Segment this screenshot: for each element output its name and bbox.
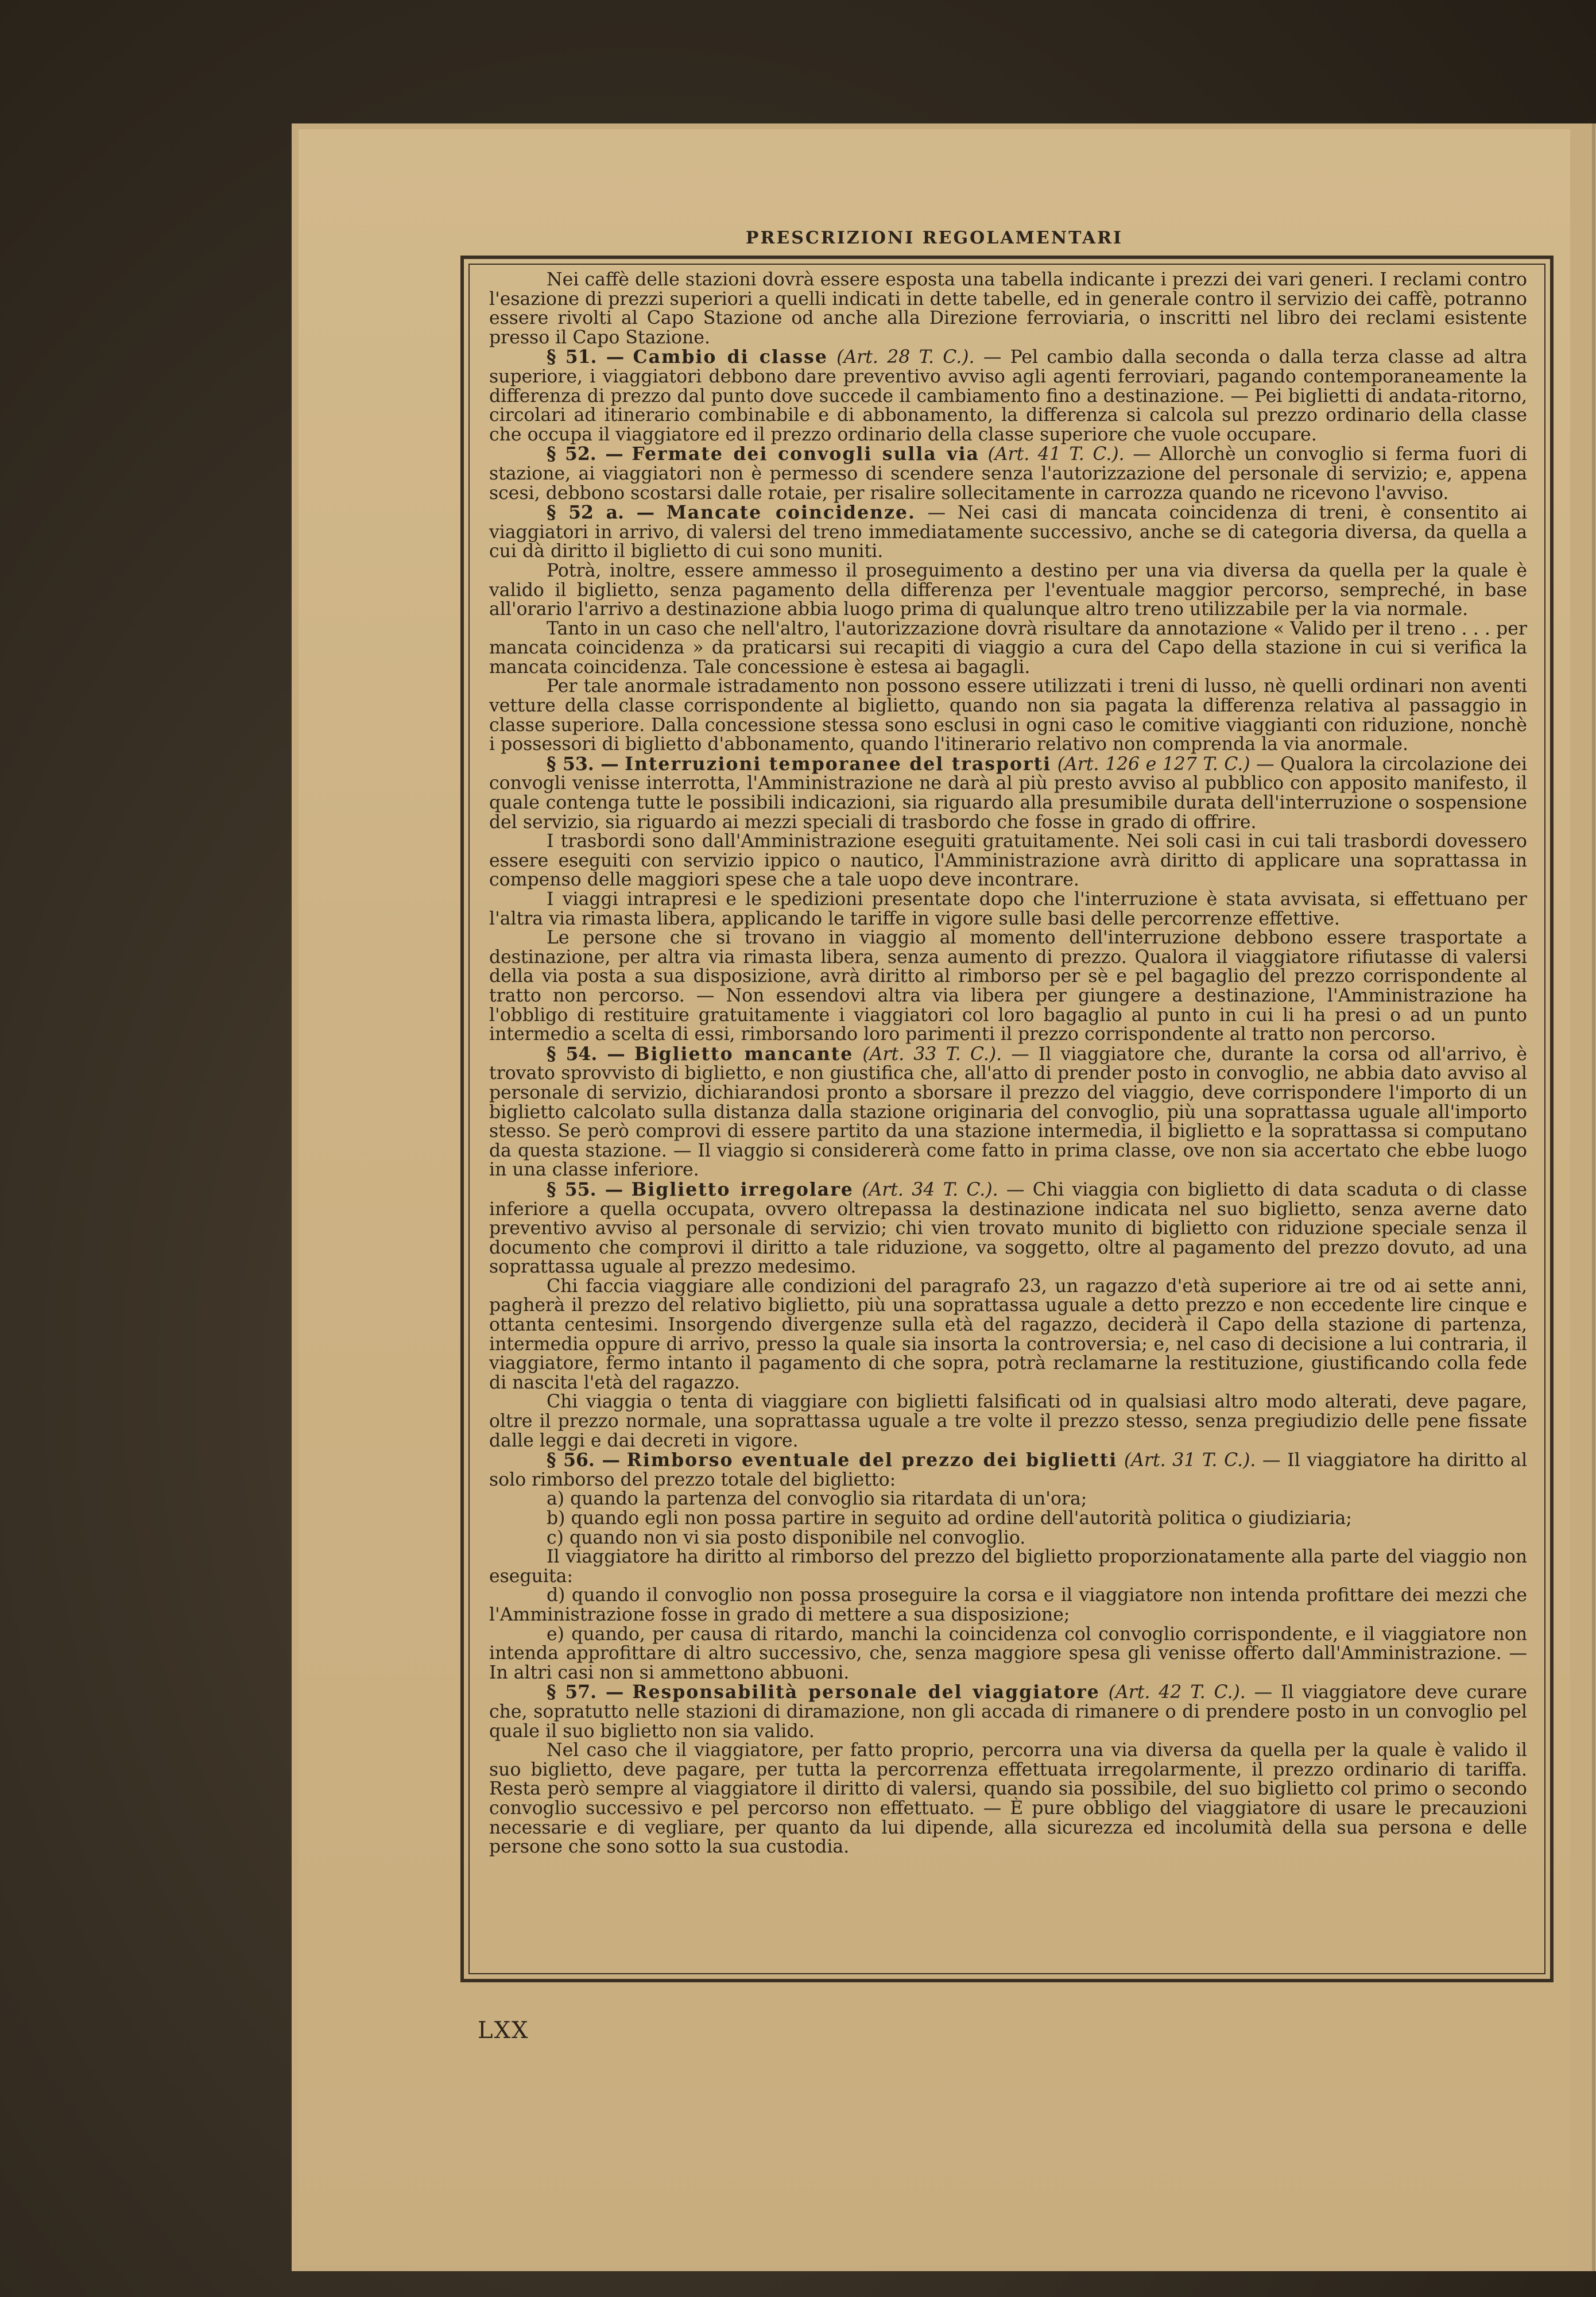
- article-reference: (Art. 42 T. C.).: [1108, 1682, 1246, 1703]
- paragraph-text: — Il viaggiatore ha diritto al solo rimborso del prezzo totale del biglietto:: [489, 1450, 1528, 1490]
- paragraph-text: Il viaggiatore ha diritto al rimborso del prezzo del biglietto proporzionatamente alla parte del viaggio non eseguita:: [489, 1546, 1527, 1587]
- list-item: [489, 1490, 1527, 1509]
- article-reference: (Art. 33 T. C.).: [862, 1043, 1002, 1065]
- section-number: § 57. —: [547, 1681, 624, 1703]
- paragraph-text: — Pel cambio dalla seconda o dalla terza classe ad altra superiore, i viaggiatori debbono dare preventivo avviso agli agenti ferroviari, pagando contemporaneamente la differenza di prezzo dal punto dove succede il cambiamento fino a destinazione. — Pei biglietti di andata-ritorno, circolari ad itinerario combinabile e di abbonamento, la differenza si calcola sul prezzo ordinario della classe che occupa il viaggiatore ed il prezzo ordinario della classe superiore che vuole occupare.: [489, 347, 1527, 445]
- section-title: Rimborso eventuale del prezzo dei biglietti: [626, 1449, 1118, 1471]
- section-title: Cambio di classe: [633, 346, 828, 368]
- article-reference: (Art. 28 T. C.).: [836, 347, 975, 368]
- section-number: § 53. —: [547, 753, 619, 775]
- article-reference: (Art. 41 T. C.).: [987, 444, 1125, 465]
- body-text: [489, 270, 1527, 1857]
- paragraph-text: c) quando non vi sia posto disponibile nel convoglio.: [547, 1527, 1026, 1548]
- page-number: LXX: [478, 2017, 529, 2044]
- paragraph-text: Nel caso che il viaggiatore, per fatto proprio, percorra una via diversa da quella per la quale è valido il suo biglietto, deve pagare, per tutta la percorrenza effettuata irregolarmente, il prezzo ordinario di tariffa. Resta però sempre al viaggiatore il diritto di valersi, quando sia possibile, del suo biglietto col primo o secondo convoglio successivo e pel percorso non effettuato. — È pure obbligo del viaggiatore di usare le precauzioni necessarie e di vegliare, per quanto da lui dipende, alla sicurezza ed incolumità della sua persona e delle persone che sono sotto la sua custodia.: [489, 1740, 1527, 1858]
- paragraph-text: I trasbordi sono dall'Amministrazione eseguiti gratuitamente. Nei soli casi in cui tali trasbordi dovessero essere eseguiti con servizio ippico o nautico, l'Amministrazione avrà diritto di applicare una soprattassa in compenso delle maggiori spese che a tale uopo deve incontrare.: [489, 831, 1527, 891]
- section-number: § 55. —: [547, 1178, 623, 1200]
- section-title: Mancate coincidenze.: [666, 502, 916, 524]
- section-title: Fermate dei convogli sulla via: [632, 443, 979, 465]
- section-number: § 52. —: [547, 443, 623, 465]
- section-number: § 54. —: [547, 1043, 625, 1065]
- paragraph: [489, 1393, 1527, 1451]
- section-number: § 52 a. —: [547, 502, 655, 524]
- section-title: Interruzioni temporanee del trasporti: [625, 753, 1052, 775]
- section-number: § 56. —: [547, 1449, 620, 1471]
- paragraph: [489, 1741, 1527, 1857]
- section-paragraph: [489, 1451, 1527, 1490]
- paragraph-text: — Qualora la circolazione dei convogli venisse interrotta, l'Amministrazione ne darà al più presto avviso al pubblico con apposito manifesto, il quale contenga tutte le possibili indicazioni, sia riguardo alla presumibile durata dell'interruzione o sospensione del servizio, sia riguardo ai mezzi speciali di trasbordo che fosse in grado di offrire.: [489, 753, 1527, 833]
- section-number: § 51. —: [547, 346, 625, 368]
- list-item: [489, 1625, 1527, 1683]
- section-paragraph: [489, 755, 1527, 832]
- paragraph-text: Potrà, inoltre, essere ammesso il proseguimento a destino per una via diversa da quella per la quale è valido il biglietto, senza pagamento della differenza per l'eventuale maggior percorso, sempreché, in base all'orario l'arrivo a destinazione abbia luogo prima di qualunque altro treno utilizzabile per la via normale.: [489, 560, 1527, 620]
- list-item: [489, 1586, 1527, 1625]
- section-paragraph: [489, 1683, 1527, 1741]
- list-item: [489, 1529, 1527, 1548]
- paragraph: [489, 562, 1527, 620]
- section-title: Biglietto mancante: [634, 1043, 854, 1065]
- paragraph-text: — Il viaggiatore che, durante la corsa od all'arrivo, è trovato sprovvisto di biglietto, e non giustifica che, all'atto di prender posto in convoglio, ne abbia dato avviso al personale di servizio, dichiarandosi pronto a sborsare il prezzo del viaggio, deve corrispondere l'importo di un biglietto calcolato sulla distanza dalla stazione originaria del convoglio, più una soprattassa uguale all'importo stesso. Se però comprovi di essere partito da una stazione intermedia, il biglietto e la soprattassa si computano da questa stazione. — Il viaggio si considererà come fatto in prima classe, ove non sia accertato che ebbe luogo in una classe inferiore.: [489, 1043, 1528, 1181]
- paragraph-text: Per tale anormale istradamento non possono essere utilizzati i treni di lusso, nè quelli ordinari non aventi vetture della classe corrispondente al biglietto, quando non sia pagata la differenza relativa al passaggio in classe superiore. Dalla concessione stessa sono esclusi in ogni caso le comitive viaggianti con riduzione, nonchè i possessori di biglietto d'abbonamento, quando l'itinerario relativo non comprenda la via anormale.: [489, 676, 1527, 755]
- paragraph-text: Le persone che si trovano in viaggio al momento dell'interruzione debbono essere trasportate a destinazione, per altra via rimasta libera, senza aumento di prezzo. Qualora il viaggiatore rifiutasse di valersi della via posta a sua disposizione, avrà diritto al rimborso per sè e pel bagaglio del prezzo corrispondente al tratto non percorso. — Non essendovi altra via libera per giungere a destinazione, l'Amministrazione ha l'obbligo di restituire gratuitamente i viaggiatori col loro bagaglio al punto in cui li ha presi o ad un punto intermedio a scelta di essi, rimborsando loro parimenti il prezzo corrispondente al tratto non percorso.: [489, 927, 1527, 1045]
- section-paragraph: [489, 503, 1527, 562]
- paragraph: [489, 929, 1527, 1045]
- paragraph-text: — Allorchè un convoglio si ferma fuori di stazione, ai viaggiatori non è permesso di scendere senza l'autorizzazione del personale di servizio; e, appena scesi, debbono scostarsi dalle rotaie, per risalire sollecitamente in carrozza quando ne ricevono l'avviso.: [489, 444, 1527, 504]
- paragraph-text: d) quando il convoglio non possa proseguire la corsa e il viaggiatore non intenda profittare dei mezzi che l'Amministrazione fosse in grado di mettere a sua disposizione;: [489, 1585, 1527, 1625]
- paragraph-text: — Il viaggiatore deve curare che, sopratutto nelle stazioni di diramazione, non gli accada di rimanere o di prendere posto in un convoglio pel quale il suo biglietto non sia valido.: [489, 1682, 1528, 1742]
- paragraph-text: a) quando la partenza del convoglio sia ritardata di un'ora;: [547, 1488, 1087, 1510]
- paragraph-text: Chi faccia viaggiare alle condizioni del paragrafo 23, un ragazzo d'età superiore ai tre od ai sette anni, pagherà il prezzo del relativo biglietto, più una soprattassa uguale a detto prezzo e non eccedente lire cinque e ottanta centesimi. Insorgendo divergenze sulla età del ragazzo, deciderà il Capo della stazione di partenza, intermedia oppure di arrivo, presso la quale sia insorta la controversia; e, nel caso di decisione a lui contraria, il viaggiatore, fermo intanto il pagamento di che sopra, potrà reclamarne la restituzione, giustificando colla fede di nascita l'età del ragazzo.: [489, 1275, 1527, 1393]
- paragraph-text: Nei caffè delle stazioni dovrà essere esposta una tabella indicante i prezzi dei vari generi. I reclami contro l'esazione di prezzi superiori a quelli indicati in dette tabelle, ed in generale contro il servizio dei caffè, potranno essere rivolti al Capo Stazione od anche alla Direzione ferroviaria, o inscritti nel libro dei reclami esistente presso il Capo Stazione.: [489, 269, 1527, 348]
- paragraph: [489, 890, 1527, 929]
- section-paragraph: [489, 444, 1527, 503]
- section-paragraph: [489, 347, 1527, 444]
- paragraph-text: Chi viaggia o tenta di viaggiare con biglietti falsificati od in qualsiasi altro modo alterati, deve pagare, oltre il prezzo normale, una soprattassa uguale a tre volte il prezzo stesso, senza pregiudizio delle pene fissate dalle leggi e dai decreti in vigore.: [489, 1391, 1527, 1451]
- paragraph: [489, 1548, 1527, 1586]
- section-title: Responsabilità personale del viaggiatore: [632, 1681, 1100, 1703]
- paragraph-text: — Chi viaggia con biglietto di data scaduta o di classe inferiore a quella occupata, ovvero oltrepassa la destinazione indicata nel suo biglietto, senza averne dato preventivo avviso al personale di servizio; chi vien trovato munito di biglietto con riduzione speciale senza il documento che comprovi il diritto a tale riduzione, va soggetto, oltre al pagamento del prezzo dovuto, ad una soprattassa uguale al prezzo medesimo.: [489, 1179, 1527, 1278]
- paragraph: [489, 1277, 1527, 1393]
- article-reference: (Art. 126 e 127 T. C.): [1057, 753, 1250, 775]
- list-item: [489, 1509, 1527, 1529]
- article-reference: (Art. 31 T. C.).: [1124, 1450, 1256, 1471]
- paragraph: [489, 677, 1527, 754]
- running-head: PRESCRIZIONI REGOLAMENTARI: [745, 228, 1124, 248]
- section-paragraph: [489, 1180, 1527, 1277]
- paragraph-text: b) quando egli non possa partire in seguito ad ordine dell'autorità politica o giudiziaria;: [547, 1508, 1352, 1529]
- paragraph-text: Tanto in un caso che nell'altro, l'autorizzazione dovrà risultare da annotazione « Valido per il treno . . . per mancata coincidenza » da praticarsi sui recapiti di viaggio a cura del Capo della stazione in cui si verifica la mancata coincidenza. Tale concessione è estesa ai bagagli.: [489, 618, 1527, 678]
- section-paragraph: [489, 1045, 1527, 1180]
- paragraph: [489, 270, 1527, 347]
- text-frame: [460, 256, 1554, 1982]
- paragraph-text: e) quando, per causa di ritardo, manchi la coincidenza col convoglio corrispondente, e il viaggiatore non intenda approfittare di altro successivo, che, senza maggiore spesa gli venisse offerto dall'Amministrazione. — In altri casi non si ammettono abbuoni.: [489, 1623, 1527, 1683]
- paragraph-text: — Nei casi di mancata coincidenza di treni, è consentito ai viaggiatori in arrivo, di valersi del treno immediatamente successivo, anche se di categoria diversa, da quella a cui dà diritto il biglietto di cui sono muniti.: [489, 502, 1528, 562]
- article-reference: (Art. 34 T. C.).: [862, 1179, 998, 1200]
- paragraph-text: I viaggi intrapresi e le spedizioni presentate dopo che l'interruzione è stata avvisata, si effettuano per l'altra via rimasta libera, applicando le tariffe in vigore sulle basi delle percorrenze effettive.: [489, 889, 1527, 929]
- paragraph: [489, 832, 1527, 890]
- text-frame-inner: [468, 264, 1545, 1974]
- section-title: Biglietto irregolare: [631, 1178, 854, 1200]
- paragraph: [489, 620, 1527, 678]
- book-page: [299, 129, 1570, 2265]
